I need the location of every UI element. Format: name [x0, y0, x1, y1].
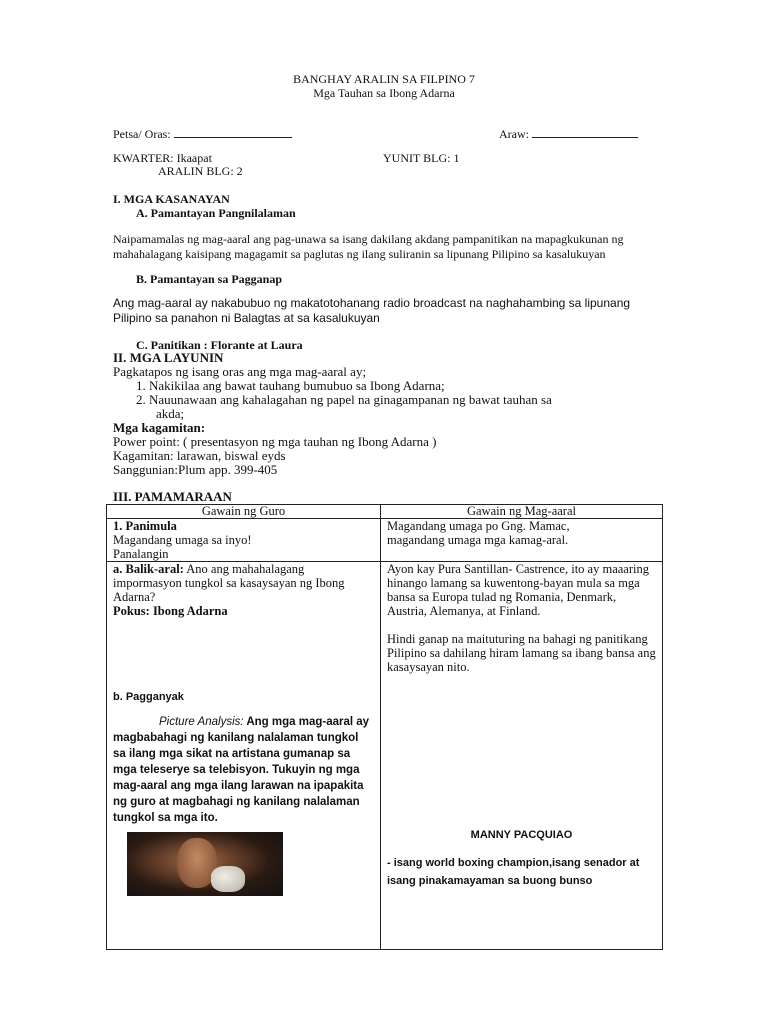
table-header-row: [107, 505, 663, 519]
balik-aral-answer-cell: [381, 562, 663, 950]
panimula-reply-cell: [381, 519, 663, 562]
layunin-item-2: 2. Nauunawaan ang kahalagahan ng papel na ginagampanan ng bawat tauhan sa: [136, 392, 552, 407]
answer-paragraph-2: Hindi ganap na maituturing na bahagi ng panitikang Pilipino sa dahilang hiram lamang sa ibang bansa ang kasaysayan nito.: [387, 632, 656, 674]
section-2-heading: II. MGA LAYUNIN: [113, 350, 224, 365]
panimula-cell: [107, 519, 381, 562]
spacer: [113, 618, 374, 690]
layunin-intro: Pagkatapos ng isang oras ang mga mag-aaral ay;: [113, 364, 367, 379]
araw-blank: [532, 137, 638, 138]
pamantayan-pangnilalaman-heading: A. Pamantayan Pangnilalaman: [136, 206, 296, 220]
pagganyak-label: b. Pagganyak: [113, 691, 184, 703]
petsa-field: [113, 127, 292, 142]
panitikan-heading: C. Panitikan : Florante at Laura: [136, 338, 303, 352]
photo-glove: [211, 866, 245, 892]
kagamitan-line: Kagamitan: larawan, biswal eyds: [113, 448, 286, 463]
araw-field: [499, 127, 638, 142]
petsa-label: Petsa/ Oras:: [113, 127, 174, 141]
table-row: [107, 562, 663, 950]
document-subtitle: Mga Tauhan sa Ibong Adarna: [313, 86, 455, 100]
balik-aral-label: a. Balik-aral:: [113, 562, 184, 576]
picture-analysis-body: Ang mga mag-aaral ay magbabahagi ng kanilang nalalaman tungkol sa ilang mga sikat na artistana gumanap sa mga teleserye sa telebisyon. Tukuyin ng mga mag-aaral ang mga ilang larawan na ipapakita ng guro at magbahagi ng kanilang nalalaman tungkol sa mga ito.: [113, 716, 370, 824]
document-title: BANGHAY ARALIN SA FILPINO 7: [293, 72, 475, 86]
greeting-text: Magandang umaga sa inyo!: [113, 533, 252, 547]
araw-label: Araw:: [499, 127, 532, 141]
picture-analysis-text: [113, 714, 374, 826]
balik-aral-question: [113, 562, 374, 604]
yunit: YUNIT BLG: 1: [383, 151, 460, 165]
section-1-heading: I. MGA KASANAYAN: [113, 192, 230, 206]
col-header-magaaral: Gawain ng Mag-aaral: [381, 505, 663, 519]
balik-aral-cell: [107, 562, 381, 950]
section-3-heading: III. PAMAMARAAN: [113, 489, 232, 504]
panimula-label: 1. Panimula: [113, 519, 177, 533]
pamamaraan-table: [106, 504, 663, 950]
picture-analysis-label: Picture Analysis:: [159, 716, 244, 728]
pamantayan-pagganap-heading: B. Pamantayan sa Pagganap: [136, 272, 283, 286]
spacer: [387, 674, 656, 828]
table-row: [107, 519, 663, 562]
col-header-guro: Gawain ng Guro: [107, 505, 381, 519]
reply-line-2: magandang umaga mga kamag-aral.: [387, 533, 569, 547]
balik-aral-text: Ano ang mahahalagang impormasyon tungkol sa kasaysayan ng Ibong Adarna?: [113, 562, 345, 604]
pamantayan-pangnilalaman-text: Naipamamalas ng mag-aaral ang pag-unawa sa isang dakilang akdang pampanitikan na mapagkukunan ng mahahalagang kaisipang magagamit sa paglutas ng ilang suliranin sa lipunang Pilipino sa kasalukuyan: [113, 232, 624, 261]
aralin: ARALIN BLG: 2: [158, 164, 243, 178]
manny-pacquiao-photo: [127, 832, 283, 896]
kagamitan-heading: Mga kagamitan:: [113, 420, 206, 435]
panalangin-text: Panalangin: [113, 547, 169, 561]
powerpoint-line: Power point: ( presentasyon ng mga tauhan ng Ibong Adarna ): [113, 434, 437, 449]
pamantayan-pagganap-text: Ang mag-aaral ay nakabubuo ng makatotohanang radio broadcast na naghahambing sa lipunang Pilipino sa panahon ni Balagtas at sa kasalukuyan: [113, 296, 631, 325]
manny-description: - isang world boxing champion,isang senador at isang pinakamayaman sa buong bunso: [387, 857, 640, 887]
pokus-text: Pokus: Ibong Adarna: [113, 604, 228, 618]
answer-paragraph-1: Ayon kay Pura Santillan- Castrence, ito ay maaaring hinango lamang sa kuwentong-bayan mula sa mga bansa sa Europa tulad ng Romania, Denmark, Austria, Alemanya, at Finland.: [387, 562, 649, 618]
layunin-item-2-cont: akda;: [156, 406, 185, 421]
layunin-item-1: 1. Nakikilaa ang bawat tauhang bumubuo sa Ibong Adarna;: [136, 378, 445, 393]
kwarter: KWARTER: Ikaapat: [113, 151, 212, 165]
reply-line-1: Magandang umaga po Gng. Mamac,: [387, 519, 570, 533]
manny-name: MANNY PACQUIAO: [470, 829, 573, 841]
sanggunian-line: Sanggunian:Plum app. 399-405: [113, 462, 278, 477]
petsa-blank: [174, 137, 292, 138]
